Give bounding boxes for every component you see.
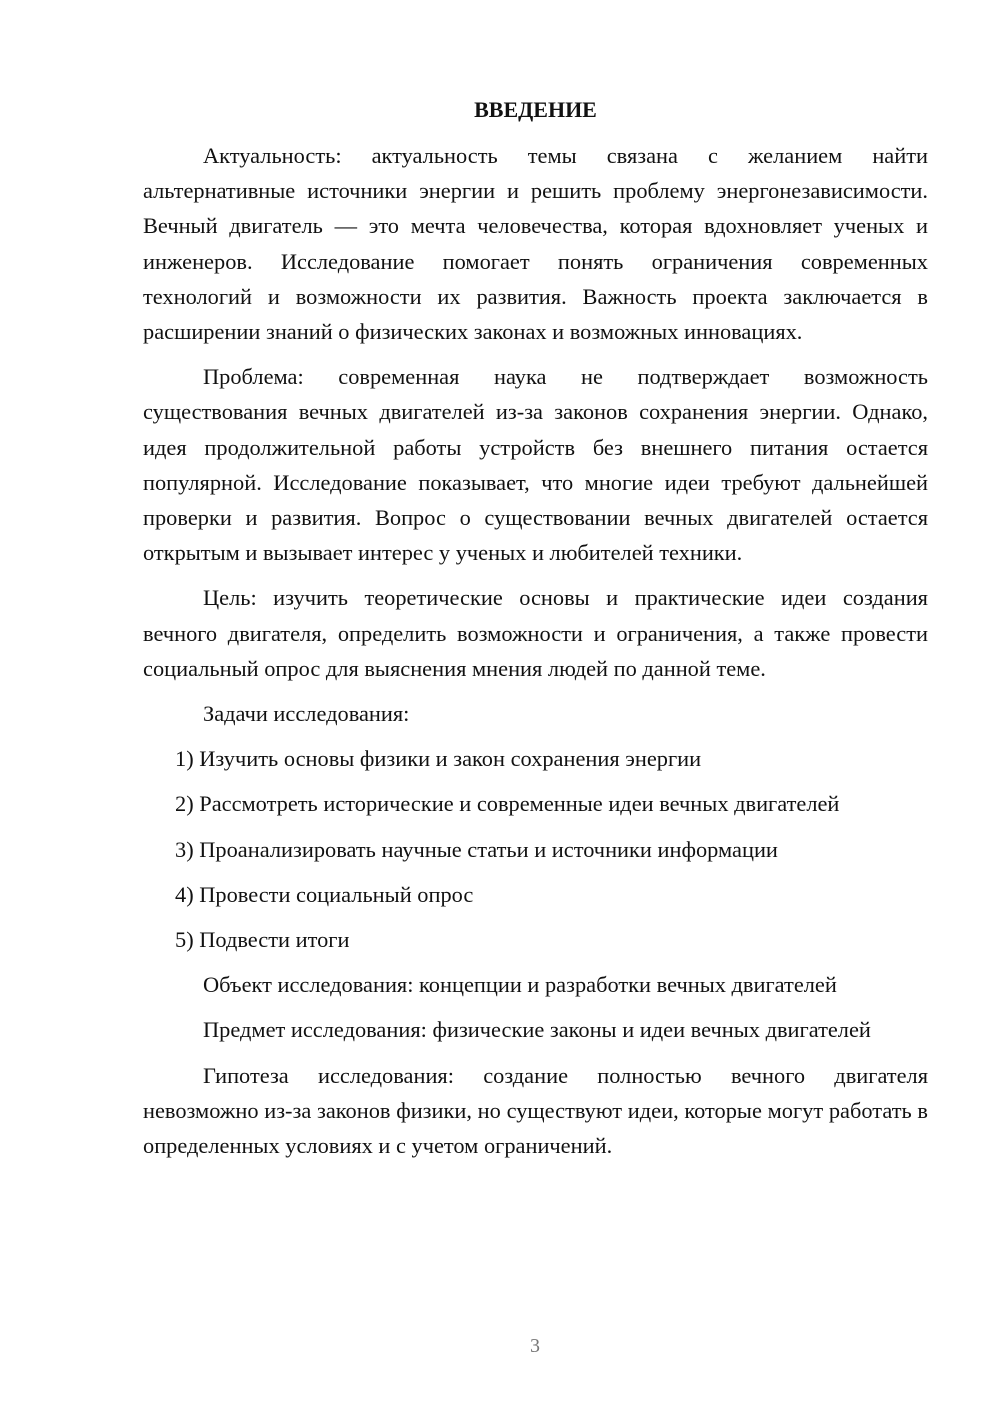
tasks-heading: Задачи исследования: <box>203 701 410 727</box>
document-page <box>143 94 928 1173</box>
tasks-list <box>143 741 928 957</box>
research-hypothesis: Гипотеза исследования: создание полностью вечного двигателя невозможно из-за законов физики, но существуют идеи, которые могут работать в определенных условиях и с учетом ограничений. <box>143 1062 928 1159</box>
task-item-2: 2) Рассмотреть исторические и современные идеи вечных двигателей <box>175 791 840 817</box>
page-number: 3 <box>530 1335 540 1357</box>
task-item-4: 4) Провести социальный опрос <box>175 881 474 907</box>
problem-paragraph: Проблема: современная наука не подтверждает возможность существования вечных двигателей из-за законов сохранения энергии. Однако, идея продолжительной работы устройств без внешнего питания остается популярной. Исследование показывает, что многие идеи требуют дальнейшей проверки и развития. Вопрос о существовании вечных двигателей остается открытым и вызывает интерес у ученых и любителей техники. <box>143 364 928 566</box>
task-item-1: 1) Изучить основы физики и закон сохранения энергии <box>175 746 702 772</box>
section-title: ВВЕДЕНИЕ <box>474 97 597 122</box>
research-object: Объект исследования: концепции и разработки вечных двигателей <box>203 972 837 998</box>
goal-paragraph: Цель: изучить теоретические основы и практические идеи создания вечного двигателя, определить возможности и ограничения, а также провести социальный опрос для выяснения мнения людей по данной теме. <box>143 585 928 681</box>
relevance-paragraph: Актуальность: актуальность темы связана с желанием найти альтернативные источники энергии и решить проблему энергонезависимости. Вечный двигатель — это мечта человечества, которая вдохновляет ученых и инженеров. Исследование помогает понять ограничения современных технологий и возможности их развития. Важность проекта заключается в расширении знаний о физических законах и возможных инновациях. <box>143 143 928 345</box>
task-item-3: 3) Проанализировать научные статьи и источники информации <box>175 836 778 862</box>
research-subject: Предмет исследования: физические законы и идеи вечных двигателей <box>203 1017 871 1043</box>
task-item-5: 5) Подвести итоги <box>175 927 350 953</box>
